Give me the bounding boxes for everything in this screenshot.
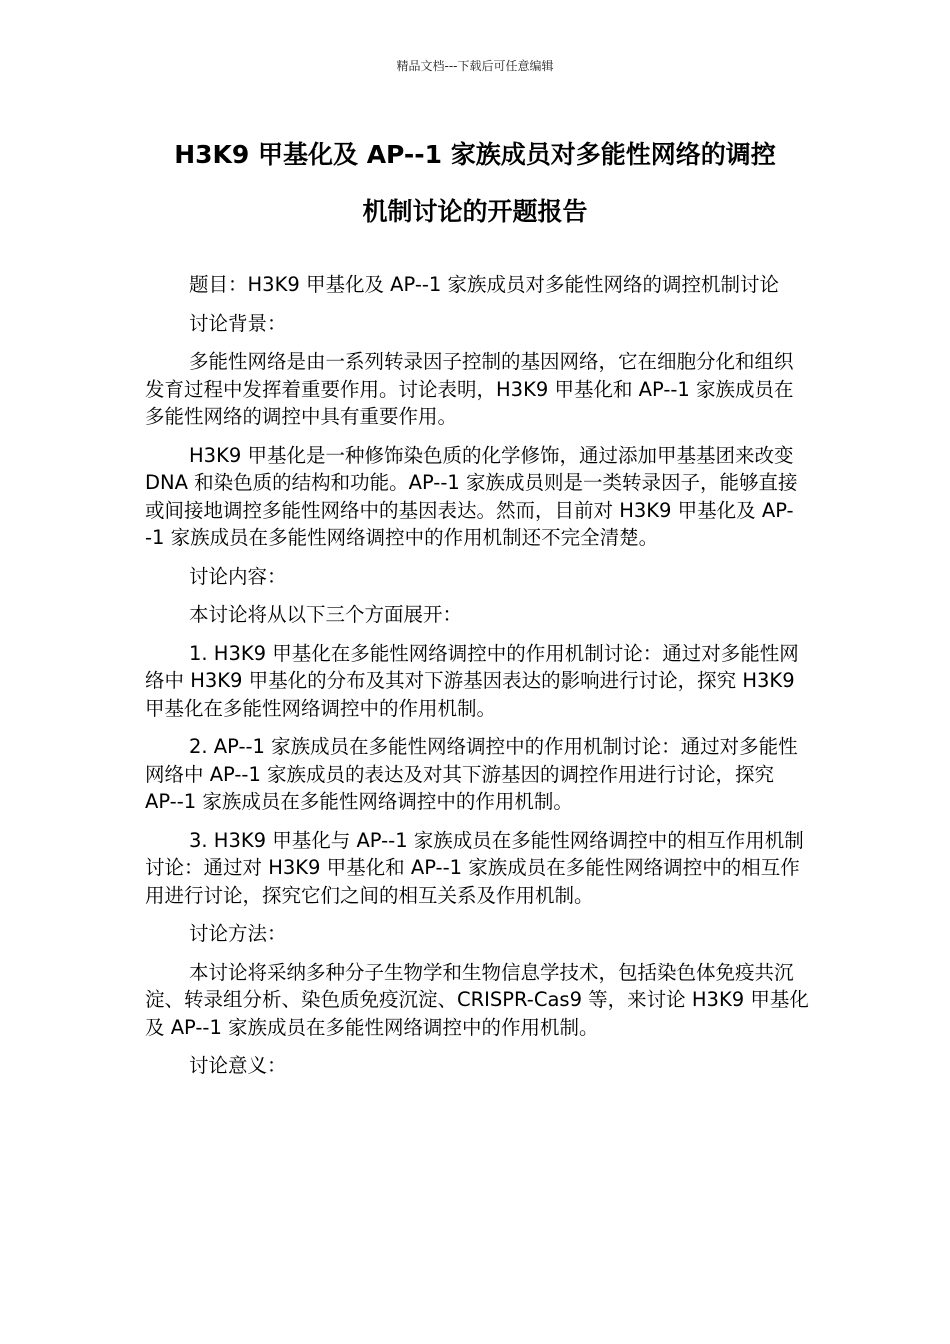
- heading-significance: 讨论意义：: [189, 1054, 287, 1077]
- paragraph-content-intro: 本讨论将从以下三个方面展开：: [189, 603, 463, 626]
- document-body: [145, 271, 810, 1091]
- heading-methods: 讨论方法：: [189, 922, 287, 945]
- document-title-line-1: H3K9 甲基化及 AP--1 家族成员对多能性网络的调控: [174, 140, 776, 169]
- heading-background: 讨论背景：: [189, 311, 287, 335]
- document-title-line-2: 机制讨论的开题报告: [362, 197, 588, 226]
- paragraph-background-2: H3K9 甲基化是一种修饰染色质的化学修饰，通过添加甲基基团来改变 DNA 和染色质的结构和功能。AP--1 家族成员则是一类转录因子，能够直接或间接地调控多能性网络中的基因表达。然而，目前对 H3K9 甲基化及 AP--1 家族成员在多能性网络调控中的作用机制还不完全清楚。: [145, 443, 798, 549]
- paragraph-background-1: 多能性网络是由一系列转录因子控制的基因网络，它在细胞分化和组织发育过程中发挥着重要作用。讨论表明，H3K9 甲基化和 AP--1 家族成员在多能性网络的调控中具有重要作用。: [145, 350, 794, 428]
- paragraph-methods: 本讨论将采纳多种分子生物学和生物信息学技术，包括染色体免疫共沉淀、转录组分析、染色质免疫沉淀、CRISPR-Cas9 等，来讨论 H3K9 甲基化及 AP--1 家族成员在多能性网络调控中的作用机制。: [145, 960, 809, 1039]
- paragraph-content-item-1: 1. H3K9 甲基化在多能性网络调控中的作用机制讨论：通过对多能性网络中 H3K9 甲基化的分布及其对下游基因表达的影响进行讨论，探究 H3K9 甲基化在多能性网络调控中的作用机制。: [145, 641, 799, 720]
- paragraph-topic: 题目：H3K9 甲基化及 AP--1 家族成员对多能性网络的调控机制讨论: [189, 273, 780, 296]
- paragraph-content-item-2: 2. AP--1 家族成员在多能性网络调控中的作用机制讨论：通过对多能性网络中 AP--1 家族成员的表达及对其下游基因的调控作用进行讨论，探究 AP--1 家族成员在多能性网络调控中的作用机制。: [145, 735, 798, 813]
- heading-content: 讨论内容：: [189, 564, 287, 588]
- header-note: 精品文档---下载后可任意编辑: [396, 59, 554, 73]
- paragraph-content-item-3: 3. H3K9 甲基化与 AP--1 家族成员在多能性网络调控中的相互作用机制讨论：通过对 H3K9 甲基化和 AP--1 家族成员在多能性网络调控中的相互作用进行讨论，探究它们之间的相互关系及作用机制。: [145, 828, 804, 907]
